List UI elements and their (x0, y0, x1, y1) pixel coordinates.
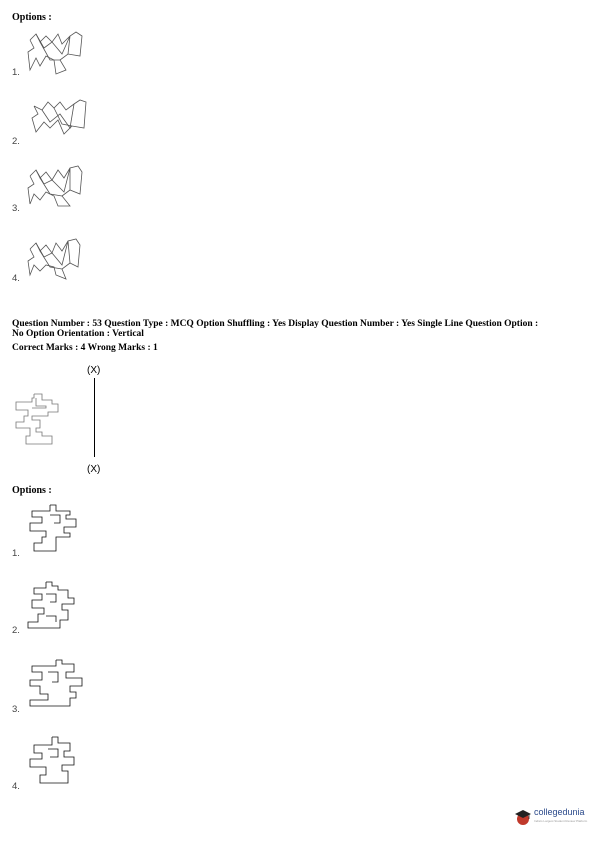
option-3-figure-q52 (26, 164, 86, 210)
logo-name: collegedunia (534, 807, 585, 817)
option-number-3-q53: 3. (12, 704, 20, 715)
option-1-figure-q53 (26, 503, 86, 555)
option-number-1-q53: 1. (12, 548, 20, 559)
question-header-line2: No Option Orientation : Vertical (12, 329, 144, 339)
option-4-figure-q52 (26, 235, 86, 281)
option-2-figure-q52 (30, 98, 90, 142)
option-number-3-q52: 3. (12, 203, 20, 214)
option-3-figure-q53 (26, 658, 88, 710)
mirror-label-bottom: (X) (87, 464, 101, 475)
option-number-1-q52: 1. (12, 67, 20, 78)
question-marks-line: Correct Marks : 4 Wrong Marks : 1 (12, 343, 158, 353)
option-number-4-q53: 4. (12, 781, 20, 792)
options-label-q53: Options : (12, 485, 52, 496)
option-1-figure-q52 (26, 30, 86, 78)
question-figure-q53 (12, 392, 72, 448)
option-2-figure-q53 (24, 580, 84, 632)
question-header-line1: Question Number : 53 Question Type : MCQ Option Shuffling : Yes Display Question Number : Yes Single Line Question Option : (12, 319, 539, 329)
option-number-2-q52: 2. (12, 136, 20, 147)
options-label-q52: Options : (12, 12, 52, 23)
mirror-line (94, 378, 95, 457)
mirror-label-top: (X) (87, 365, 101, 376)
logo-tagline: India's Largest Student Review Platform (534, 819, 588, 823)
option-4-figure-q53 (26, 735, 82, 787)
option-number-2-q53: 2. (12, 625, 20, 636)
option-number-4-q52: 4. (12, 273, 20, 284)
graduation-cap-icon (514, 808, 532, 826)
collegedunia-logo (514, 806, 590, 828)
